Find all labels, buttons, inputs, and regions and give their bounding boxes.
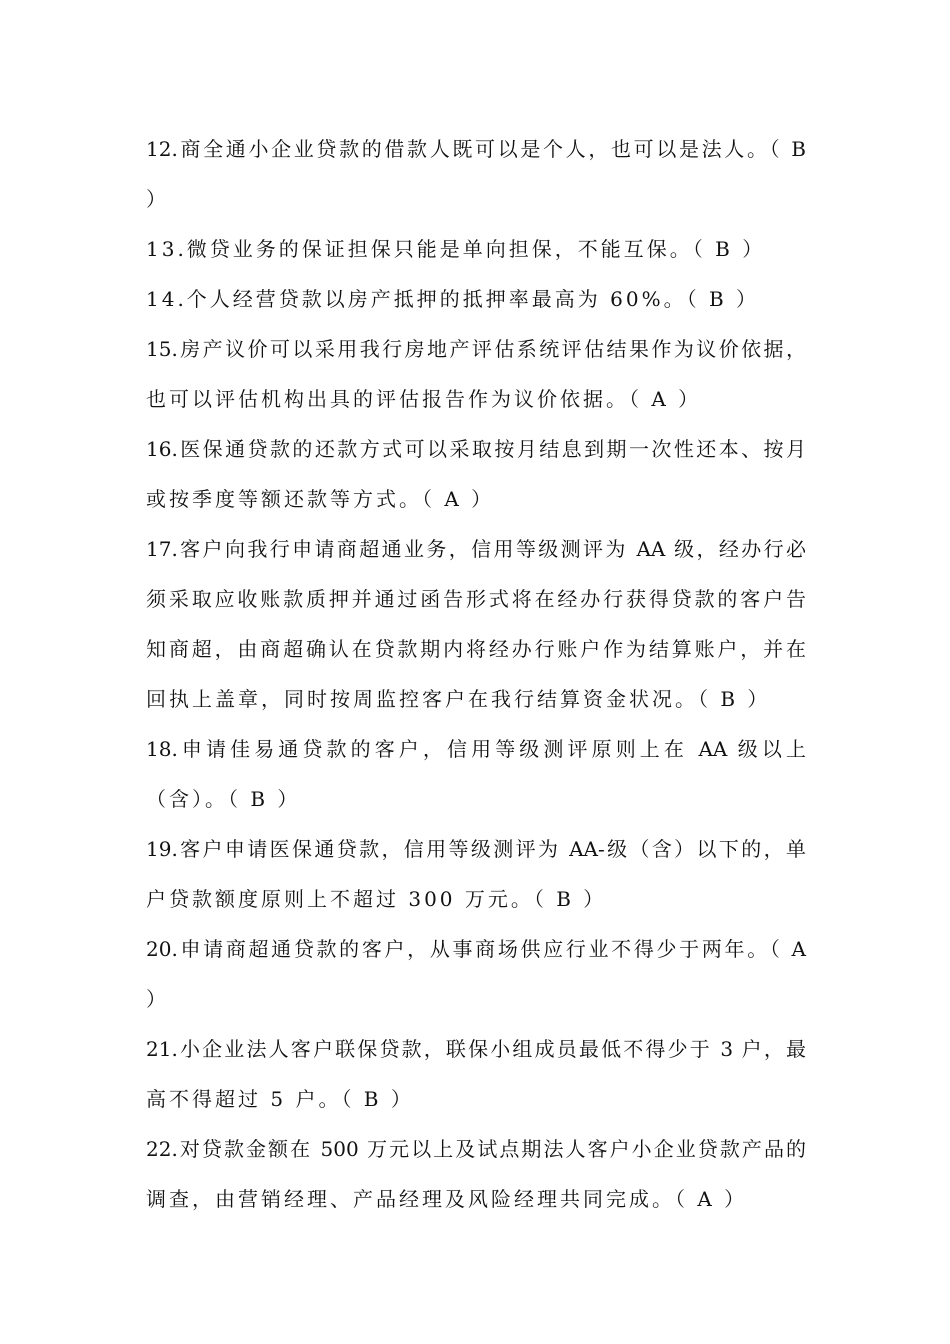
question-18-line-2: （含）。（ B ） [146, 787, 301, 811]
question-16-line-2: 或按季度等额还款等方式。（ A ） [146, 487, 495, 511]
question-20-line-1: 20.申请商超通贷款的客户，从事商场供应行业不得少于两年。（ A [146, 937, 806, 961]
question-17-line-4: 回执上盖章，同时按周监控客户在我行结算资金状况。（ B ） [146, 687, 771, 711]
question-14-line-1: 14.个人经营贷款以房产抵押的抵押率最高为 60%。（ B ） [146, 287, 760, 311]
question-21-line-1: 21.小企业法人客户联保贷款，联保小组成员最低不得少于 3 户，最 [146, 1037, 806, 1061]
question-19-line-1: 19.客户申请医保通贷款，信用等级测评为 AA-级（含）以下的，单 [146, 837, 806, 861]
question-21-line-2: 高不得超过 5 户。（ B ） [146, 1087, 414, 1111]
question-12-line-2: ） [146, 187, 169, 211]
question-list [146, 124, 806, 1224]
question-15-line-2: 也可以评估机构出具的评估报告作为议价依据。（ A ） [146, 387, 702, 411]
question-19-line-2: 户贷款额度原则上不超过 300 万元。（ B ） [146, 887, 607, 911]
question-12-line-1: 12.商全通小企业贷款的借款人既可以是个人，也可以是法人。（ B [146, 137, 806, 161]
question-15-line-1: 15.房产议价可以采用我行房地产评估系统评估结果作为议价依据， [146, 337, 806, 361]
question-17-line-1: 17.客户向我行申请商超通业务，信用等级测评为 AA 级，经办行必 [146, 537, 806, 561]
question-17-line-2: 须采取应收账款质押并通过函告形式将在经办行获得贷款的客户告 [146, 587, 806, 611]
question-16-line-1: 16.医保通贷款的还款方式可以采取按月结息到期一次性还本、按月 [146, 437, 806, 461]
question-13-line-1: 13.微贷业务的保证担保只能是单向担保，不能互保。（ B ） [146, 237, 766, 261]
question-22-line-2: 调查，由营销经理、产品经理及风险经理共同完成。（ A ） [146, 1187, 748, 1211]
question-22-line-1: 22.对贷款金额在 500 万元以上及试点期法人客户小企业贷款产品的 [146, 1137, 806, 1161]
question-18-line-1: 18.申请佳易通贷款的客户，信用等级测评原则上在 AA 级以上 [146, 737, 806, 761]
question-20-line-2: ） [146, 987, 169, 1011]
question-17-line-3: 知商超，由商超确认在贷款期内将经办行账户作为结算账户，并在 [146, 637, 806, 661]
